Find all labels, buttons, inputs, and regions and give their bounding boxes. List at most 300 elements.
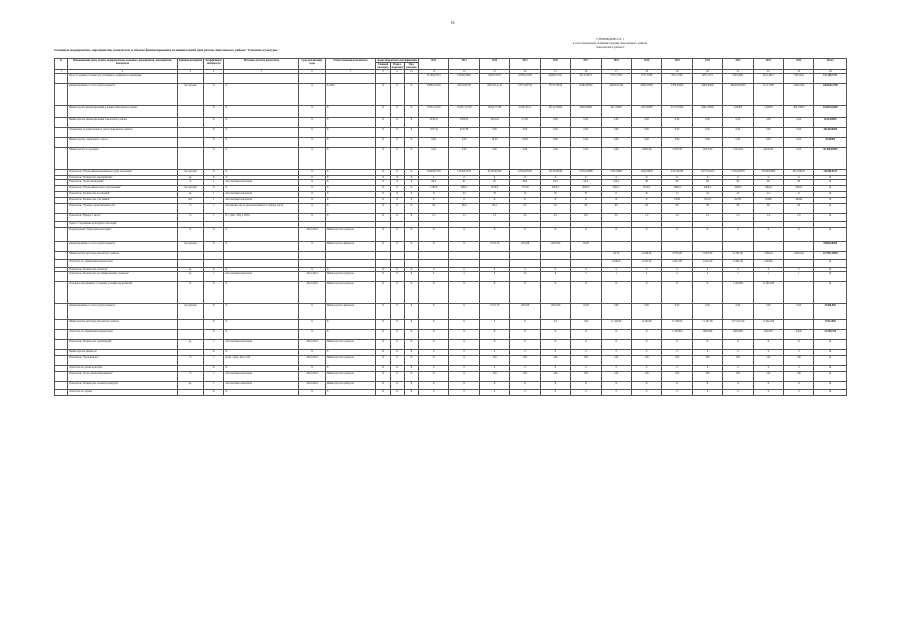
- row-number-cell: [55, 204, 68, 214]
- column-number-cell: 15: [540, 70, 570, 74]
- row-c1-cell: Х: [376, 350, 390, 356]
- column-number-cell: 16: [571, 70, 601, 74]
- row-year-value-cell: 0: [571, 176, 601, 180]
- row-k-cell: Х: [204, 128, 224, 138]
- row-name-cell: Министерство культуры Заволжского района: [68, 320, 178, 330]
- row-method-cell: Х: [224, 320, 299, 330]
- row-k-cell: Х: [204, 176, 224, 180]
- row-number-cell: [55, 382, 68, 390]
- row-year-value-cell: [784, 260, 814, 268]
- row-c3-cell: Х: [404, 372, 418, 382]
- row-total-cell: 127766,42000: [814, 252, 847, 260]
- row-term-cell: Х: [299, 118, 325, 128]
- row-number-cell: [55, 320, 68, 330]
- row-year-value-cell: Х: [449, 356, 479, 366]
- row-year-value-cell: 13187,00: [662, 148, 692, 170]
- row-year-value-cell: 1145,45000: [631, 106, 661, 118]
- row-method-cell: Абсолютный показатель: [224, 180, 299, 186]
- row-year-value-cell: 6163,3981: [723, 74, 753, 84]
- row-year-value-cell: 100: [540, 372, 570, 382]
- column-number-cell: 17: [601, 70, 631, 74]
- row-number-cell: [55, 260, 68, 268]
- row-year-value-cell: 60: [784, 180, 814, 186]
- row-method-cell: Х: [224, 350, 299, 356]
- row-year-value-cell: 0: [510, 176, 540, 180]
- row-c1-cell: [376, 252, 390, 260]
- row-year-value-cell: Х: [449, 330, 479, 340]
- row-year-value-cell: [692, 242, 722, 252]
- row-k-cell: 1: [204, 192, 224, 198]
- row-year-value-cell: Х: [540, 330, 570, 340]
- row-year-value-cell: 2248,1820: [784, 84, 814, 106]
- row-k-cell: 1: [204, 340, 224, 350]
- table-row: [55, 118, 847, 128]
- row-name-cell: финансирование за счет средств бюджета: [68, 304, 178, 320]
- row-unit-cell: [177, 74, 203, 84]
- row-year-value-cell: 1,00: [571, 320, 601, 330]
- row-year-value-cell: 0,00: [479, 148, 509, 170]
- row-method-cell: Х: [224, 228, 299, 242]
- row-resp-cell: Министерство культуры: [325, 282, 376, 304]
- row-term-cell: Х: [299, 198, 325, 204]
- row-year-value-cell: 0,00: [631, 118, 661, 128]
- row-term-cell: Х: [299, 192, 325, 198]
- row-year-value-cell: Х: [479, 282, 509, 304]
- row-year-value-cell: 25: [631, 192, 661, 198]
- row-resp-cell: Х: [325, 198, 376, 204]
- row-year-value-cell: 8: [540, 272, 570, 282]
- row-c1-cell: Х: [376, 176, 390, 180]
- row-year-value-cell: 18,00: [510, 138, 540, 148]
- row-year-value-cell: 24: [692, 192, 722, 198]
- row-method-cell: Х: [224, 170, 299, 176]
- row-year-value-cell: 1,2: [662, 214, 692, 222]
- row-number-cell: [55, 390, 68, 396]
- row-year-value-cell: 0: [540, 176, 570, 180]
- row-year-value-cell: Х: [723, 228, 753, 242]
- row-year-value-cell: 0,00: [601, 128, 631, 138]
- row-c2-cell: [390, 74, 404, 84]
- row-resp-cell: Министерство культуры: [325, 228, 376, 242]
- row-resp-cell: Х: [325, 138, 376, 148]
- row-year-value-cell: Х: [540, 228, 570, 242]
- row-year-value-cell: 100: [662, 372, 692, 382]
- row-year-value-cell: [510, 252, 540, 260]
- row-k-cell: 1: [204, 382, 224, 390]
- row-c1-cell: Х: [376, 148, 390, 170]
- row-year-value-cell: Х: [631, 282, 661, 304]
- row-year-value-cell: 13271,94470: [692, 170, 722, 176]
- column-number-cell: 9: [390, 70, 404, 74]
- row-c3-cell: Х: [404, 180, 418, 186]
- row-method-cell: Абсолютный показатель: [224, 340, 299, 350]
- row-year-value-cell: [784, 242, 814, 252]
- row-total-cell: Х: [814, 198, 847, 204]
- row-year-value-cell: 0: [571, 366, 601, 372]
- table-row: [55, 106, 847, 118]
- row-term-cell: 2014-2024: [299, 372, 325, 382]
- row-year-value-cell: 0: [753, 176, 783, 180]
- row-unit-cell: [177, 138, 203, 148]
- row-name-cell: Агентство по управлению имуществом: [68, 330, 178, 340]
- row-total-cell: 7430,1000: [814, 320, 847, 330]
- row-year-value-cell: 81086: [753, 198, 783, 204]
- row-year-value-cell: 90: [723, 204, 753, 214]
- row-year-value-cell: 0: [418, 268, 448, 272]
- row-total-cell: 8216,00000: [814, 118, 847, 128]
- row-unit-cell: ед.: [177, 340, 203, 350]
- row-year-value-cell: 100,3: [601, 180, 631, 186]
- row-resp-cell: Х: [325, 186, 376, 192]
- row-year-value-cell: 11781,00: [723, 252, 753, 260]
- row-year-value-cell: Х: [418, 282, 448, 304]
- row-method-cell: Х: [224, 106, 299, 118]
- row-year-value-cell: Х: [601, 228, 631, 242]
- row-year-value-cell: 100: [692, 356, 722, 366]
- col-weight-header: Коэффициент значимости: [204, 59, 224, 70]
- row-c1-cell: Х: [376, 268, 390, 272]
- row-year-value-cell: Х: [662, 282, 692, 304]
- row-year-value-cell: 100: [723, 356, 753, 366]
- row-year-value-cell: 2: [723, 272, 753, 282]
- row-number-cell: [55, 84, 68, 106]
- row-year-value-cell: Х: [784, 382, 814, 390]
- row-year-value-cell: 0,00: [784, 148, 814, 170]
- row-year-value-cell: 60: [631, 180, 661, 186]
- row-term-cell: [299, 252, 325, 260]
- row-term-cell: Х: [299, 350, 325, 356]
- row-unit-cell: [177, 252, 203, 260]
- row-unit-cell: ед.: [177, 272, 203, 282]
- row-year-value-cell: 100: [784, 356, 814, 366]
- row-year-value-cell: Х: [601, 382, 631, 390]
- row-total-cell: Х: [814, 282, 847, 304]
- row-c3-cell: Х: [404, 192, 418, 198]
- column-number-cell: 14: [510, 70, 540, 74]
- row-year-value-cell: Х: [753, 228, 783, 242]
- row-method-cell: Х: [224, 366, 299, 372]
- row-year-value-cell: 0,00: [692, 138, 722, 148]
- col-code-a-header: Главный распоряд.: [377, 63, 389, 69]
- row-year-value-cell: 2000,2: [571, 186, 601, 192]
- row-year-value-cell: 100: [753, 356, 783, 366]
- row-c2-cell: [390, 260, 404, 268]
- row-year-value-cell: 0,00: [692, 128, 722, 138]
- row-year-value-cell: 1: [601, 272, 631, 282]
- row-year-value-cell: 0: [479, 176, 509, 180]
- row-unit-cell: ед.: [177, 382, 203, 390]
- row-resp-cell: Х: [325, 330, 376, 340]
- row-total-cell: 22 000,700: [814, 330, 847, 340]
- row-year-value-cell: Х: [784, 340, 814, 350]
- row-year-value-cell: 0: [784, 366, 814, 372]
- row-number-cell: [55, 118, 68, 128]
- row-c3-cell: Х: [404, 84, 418, 106]
- table-row: [55, 304, 847, 320]
- row-k-cell: Х: [204, 148, 224, 170]
- row-name-cell: Показатель "Доля отремонтированных": [68, 372, 178, 382]
- row-year-value-cell: 95: [510, 204, 540, 214]
- row-k-cell: Х: [204, 170, 224, 176]
- row-year-value-cell: 90: [692, 204, 722, 214]
- row-c2-cell: Х: [390, 390, 404, 396]
- row-c3-cell: Х: [404, 272, 418, 282]
- col-year-header: 2014: [479, 59, 509, 70]
- row-term-cell: Х: [299, 176, 325, 180]
- row-year-value-cell: 1789,8: [418, 186, 448, 192]
- row-year-value-cell: 1,2: [692, 214, 722, 222]
- row-year-value-cell: 100: [479, 372, 509, 382]
- row-year-value-cell: 517963,7473: [418, 74, 448, 84]
- row-year-value-cell: Х: [449, 372, 479, 382]
- row-name-cell: Показатель "Доля учреждений": [68, 180, 178, 186]
- row-c2-cell: Х: [390, 186, 404, 192]
- row-c2-cell: Х: [390, 118, 404, 128]
- row-k-cell: Х: [204, 282, 224, 304]
- row-year-value-cell: 60: [723, 180, 753, 186]
- row-year-value-cell: 90: [418, 204, 448, 214]
- row-term-cell: Х: [299, 148, 325, 170]
- row-term-cell: Х: [299, 180, 325, 186]
- row-year-value-cell: 125454,3376: [449, 170, 479, 176]
- row-year-value-cell: 0: [540, 350, 570, 356]
- row-year-value-cell: 15 440,00: [631, 320, 661, 330]
- page-number: 16: [450, 20, 455, 25]
- row-year-value-cell: Х: [510, 340, 540, 350]
- row-year-value-cell: 0: [662, 176, 692, 180]
- col-number-header: №: [55, 59, 68, 70]
- row-year-value-cell: 1998,4: [662, 186, 692, 192]
- col-year-header: 2019: [631, 59, 661, 70]
- row-name-cell: финансирование за счет средств бюджета: [68, 242, 178, 252]
- row-year-value-cell: Х: [662, 382, 692, 390]
- row-total-cell: Х: [814, 214, 847, 222]
- row-method-cell: Х: [224, 176, 299, 180]
- row-year-value-cell: 2172,57000: [662, 106, 692, 118]
- row-year-value-cell: 100: [510, 356, 540, 366]
- row-total-cell: 36,00000: [814, 138, 847, 148]
- row-c2-cell: Х: [390, 138, 404, 148]
- row-year-value-cell: 0: [510, 366, 540, 372]
- row-year-value-cell: Х: [418, 198, 448, 204]
- row-year-value-cell: 0,00: [510, 148, 540, 170]
- row-year-value-cell: 0,00: [418, 148, 448, 170]
- row-year-value-cell: 100: [601, 356, 631, 366]
- table-row: [55, 138, 847, 148]
- row-year-value-cell: 7167,0911: [784, 74, 814, 84]
- row-year-value-cell: 0,00: [662, 304, 692, 320]
- row-year-value-cell: 60: [662, 180, 692, 186]
- row-year-value-cell: 26414,77780: [479, 106, 509, 118]
- row-number-cell: [55, 372, 68, 382]
- row-year-value-cell: 17 280,00: [662, 320, 692, 330]
- row-unit-cell: [177, 128, 203, 138]
- row-year-value-cell: 8,1: [540, 214, 570, 222]
- row-year-value-cell: 202,000: [753, 330, 783, 340]
- row-year-value-cell: 13154,95470: [723, 170, 753, 176]
- row-unit-cell: [177, 320, 203, 330]
- row-year-value-cell: 0,00: [479, 128, 509, 138]
- row-year-value-cell: Х: [540, 340, 570, 350]
- row-year-value-cell: 4: [631, 272, 661, 282]
- row-year-value-cell: 0: [784, 268, 814, 272]
- row-number-cell: [55, 282, 68, 304]
- row-year-value-cell: 0,00: [753, 304, 783, 320]
- row-year-value-cell: 2010,7: [601, 186, 631, 192]
- row-total-cell: Х: [814, 268, 847, 272]
- row-k-cell: Х: [204, 138, 224, 148]
- row-name-cell: Министерство социального отдела: [68, 138, 178, 148]
- row-term-cell: 2014-2024: [299, 356, 325, 366]
- row-c3-cell: Х: [404, 340, 418, 350]
- row-year-value-cell: 100: [753, 372, 783, 382]
- row-year-value-cell: Х: [692, 282, 722, 304]
- row-year-value-cell: Х: [753, 382, 783, 390]
- col-year-header: 2023: [753, 59, 783, 70]
- row-term-cell: Х: [299, 84, 325, 106]
- row-year-value-cell: 0,00: [631, 138, 661, 148]
- row-total-cell: Х: [814, 390, 847, 396]
- row-name-cell: Показатель "Уровень удовлетворенности": [68, 204, 178, 214]
- row-year-value-cell: 11461,00: [723, 260, 753, 268]
- row-year-value-cell: 24: [449, 192, 479, 198]
- row-method-cell: П = (Пот / Пб) x 100%: [224, 214, 299, 222]
- row-name-cell: Агентство по управлению имуществом: [68, 260, 178, 268]
- row-term-cell: 2014-2024: [299, 228, 325, 242]
- row-year-value-cell: 0: [784, 350, 814, 356]
- row-year-value-cell: 184458,7576: [418, 170, 448, 176]
- row-c1-cell: Х: [376, 198, 390, 204]
- row-c3-cell: Х: [404, 106, 418, 118]
- row-k-cell: 1: [204, 272, 224, 282]
- row-year-value-cell: Х: [601, 198, 631, 204]
- row-year-value-cell: 1940,2: [784, 186, 814, 192]
- row-name-cell: Показатель "Удельный вес": [68, 356, 178, 366]
- row-year-value-cell: 100: [510, 372, 540, 382]
- column-number-cell: 6: [299, 70, 325, 74]
- row-total-cell: Х: [814, 356, 847, 366]
- row-number-cell: [55, 128, 68, 138]
- row-c1-cell: Х: [376, 186, 390, 192]
- row-year-value-cell: Х: [418, 330, 448, 340]
- row-year-value-cell: 1 100,000: [723, 282, 753, 304]
- row-resp-cell: Х: [325, 180, 376, 186]
- row-year-value-cell: Х: [753, 340, 783, 350]
- row-year-value-cell: 5,00000: [723, 106, 753, 118]
- row-year-value-cell: 0: [662, 366, 692, 372]
- row-year-value-cell: Х: [449, 282, 479, 304]
- row-year-value-cell: 1329,04870: [631, 170, 661, 176]
- row-c2-cell: Х: [390, 198, 404, 204]
- row-name-cell: Показатель "Прирост числа": [68, 214, 178, 222]
- col-year-header: 2018: [601, 59, 631, 70]
- row-unit-cell: %: [177, 204, 203, 214]
- row-year-value-cell: 0,00: [662, 118, 692, 128]
- row-year-value-cell: 0: [479, 390, 509, 396]
- row-method-cell: Отношение числа удовлетворенных к общему числу: [224, 204, 299, 214]
- row-year-value-cell: 50: [540, 192, 570, 198]
- row-year-value-cell: 47761,00: [662, 252, 692, 260]
- row-resp-cell: Х: [325, 320, 376, 330]
- row-year-value-cell: 1000,000: [692, 330, 722, 340]
- row-total-cell: Х: [814, 272, 847, 282]
- row-term-cell: 2014-2024: [299, 382, 325, 390]
- row-method-cell: Х: [224, 242, 299, 252]
- row-year-value-cell: 0,00: [571, 128, 601, 138]
- col-year-header: 2012: [418, 59, 448, 70]
- row-year-value-cell: 8: [479, 272, 509, 282]
- table-body: [55, 74, 847, 396]
- row-year-value-cell: 0: [601, 350, 631, 356]
- row-year-value-cell: 91: [449, 180, 479, 186]
- row-year-value-cell: Х: [418, 340, 448, 350]
- column-number-cell: 5: [224, 70, 299, 74]
- row-year-value-cell: 0: [723, 176, 753, 180]
- row-year-value-cell: 71 267,00: [692, 320, 722, 330]
- row-term-cell: Х: [299, 320, 325, 330]
- row-c1-cell: Х: [376, 138, 390, 148]
- row-year-value-cell: 25: [723, 192, 753, 198]
- column-number-cell: 21: [723, 70, 753, 74]
- row-year-value-cell: 0: [418, 390, 448, 396]
- row-k-cell: Х: [204, 304, 224, 320]
- row-unit-cell: [177, 330, 203, 340]
- row-number-cell: [55, 228, 68, 242]
- row-year-value-cell: 73731,79018: [540, 84, 570, 106]
- row-year-value-cell: [723, 242, 753, 252]
- row-year-value-cell: [540, 252, 570, 260]
- row-year-value-cell: 0: [540, 390, 570, 396]
- row-number-cell: [55, 106, 68, 118]
- row-year-value-cell: 0,00: [662, 128, 692, 138]
- table-row: [55, 260, 847, 268]
- row-year-value-cell: 90: [571, 204, 601, 214]
- row-resp-cell: Х: [325, 214, 376, 222]
- row-term-cell: [299, 74, 325, 84]
- row-unit-cell: %: [177, 356, 203, 366]
- row-method-cell: Х: [224, 128, 299, 138]
- row-year-value-cell: Х: [631, 228, 661, 242]
- row-c1-cell: Х: [376, 366, 390, 372]
- row-c1-cell: Х: [376, 106, 390, 118]
- row-c1-cell: Х: [376, 228, 390, 242]
- table-row: [55, 214, 847, 222]
- row-c2-cell: Х: [390, 320, 404, 330]
- row-year-value-cell: 2708,45000: [662, 84, 692, 106]
- row-year-value-cell: 10010,00: [784, 252, 814, 260]
- row-year-value-cell: 13471,00: [692, 148, 722, 170]
- row-year-value-cell: 90: [753, 204, 783, 214]
- row-c2-cell: Х: [390, 228, 404, 242]
- row-year-value-cell: 98,6: [510, 180, 540, 186]
- row-term-cell: Х: [299, 304, 325, 320]
- row-year-value-cell: Х: [662, 340, 692, 350]
- row-resp-cell: Х: [325, 176, 376, 180]
- row-year-value-cell: 0: [540, 268, 570, 272]
- row-resp-cell: Министерство культуры: [325, 372, 376, 382]
- row-c3-cell: Х: [404, 350, 418, 356]
- row-year-value-cell: 0,00: [723, 128, 753, 138]
- row-year-value-cell: Х: [571, 340, 601, 350]
- row-year-value-cell: 6311,2783: [662, 74, 692, 84]
- row-year-value-cell: Х: [692, 382, 722, 390]
- row-year-value-cell: 12134,96780: [540, 170, 570, 176]
- row-name-cell: Министерство культуры Заволжского района: [68, 252, 178, 260]
- row-year-value-cell: Х: [631, 382, 661, 390]
- row-year-value-cell: 0,00: [723, 304, 753, 320]
- row-year-value-cell: 2000,4: [692, 186, 722, 192]
- row-year-value-cell: 11421,00: [662, 260, 692, 268]
